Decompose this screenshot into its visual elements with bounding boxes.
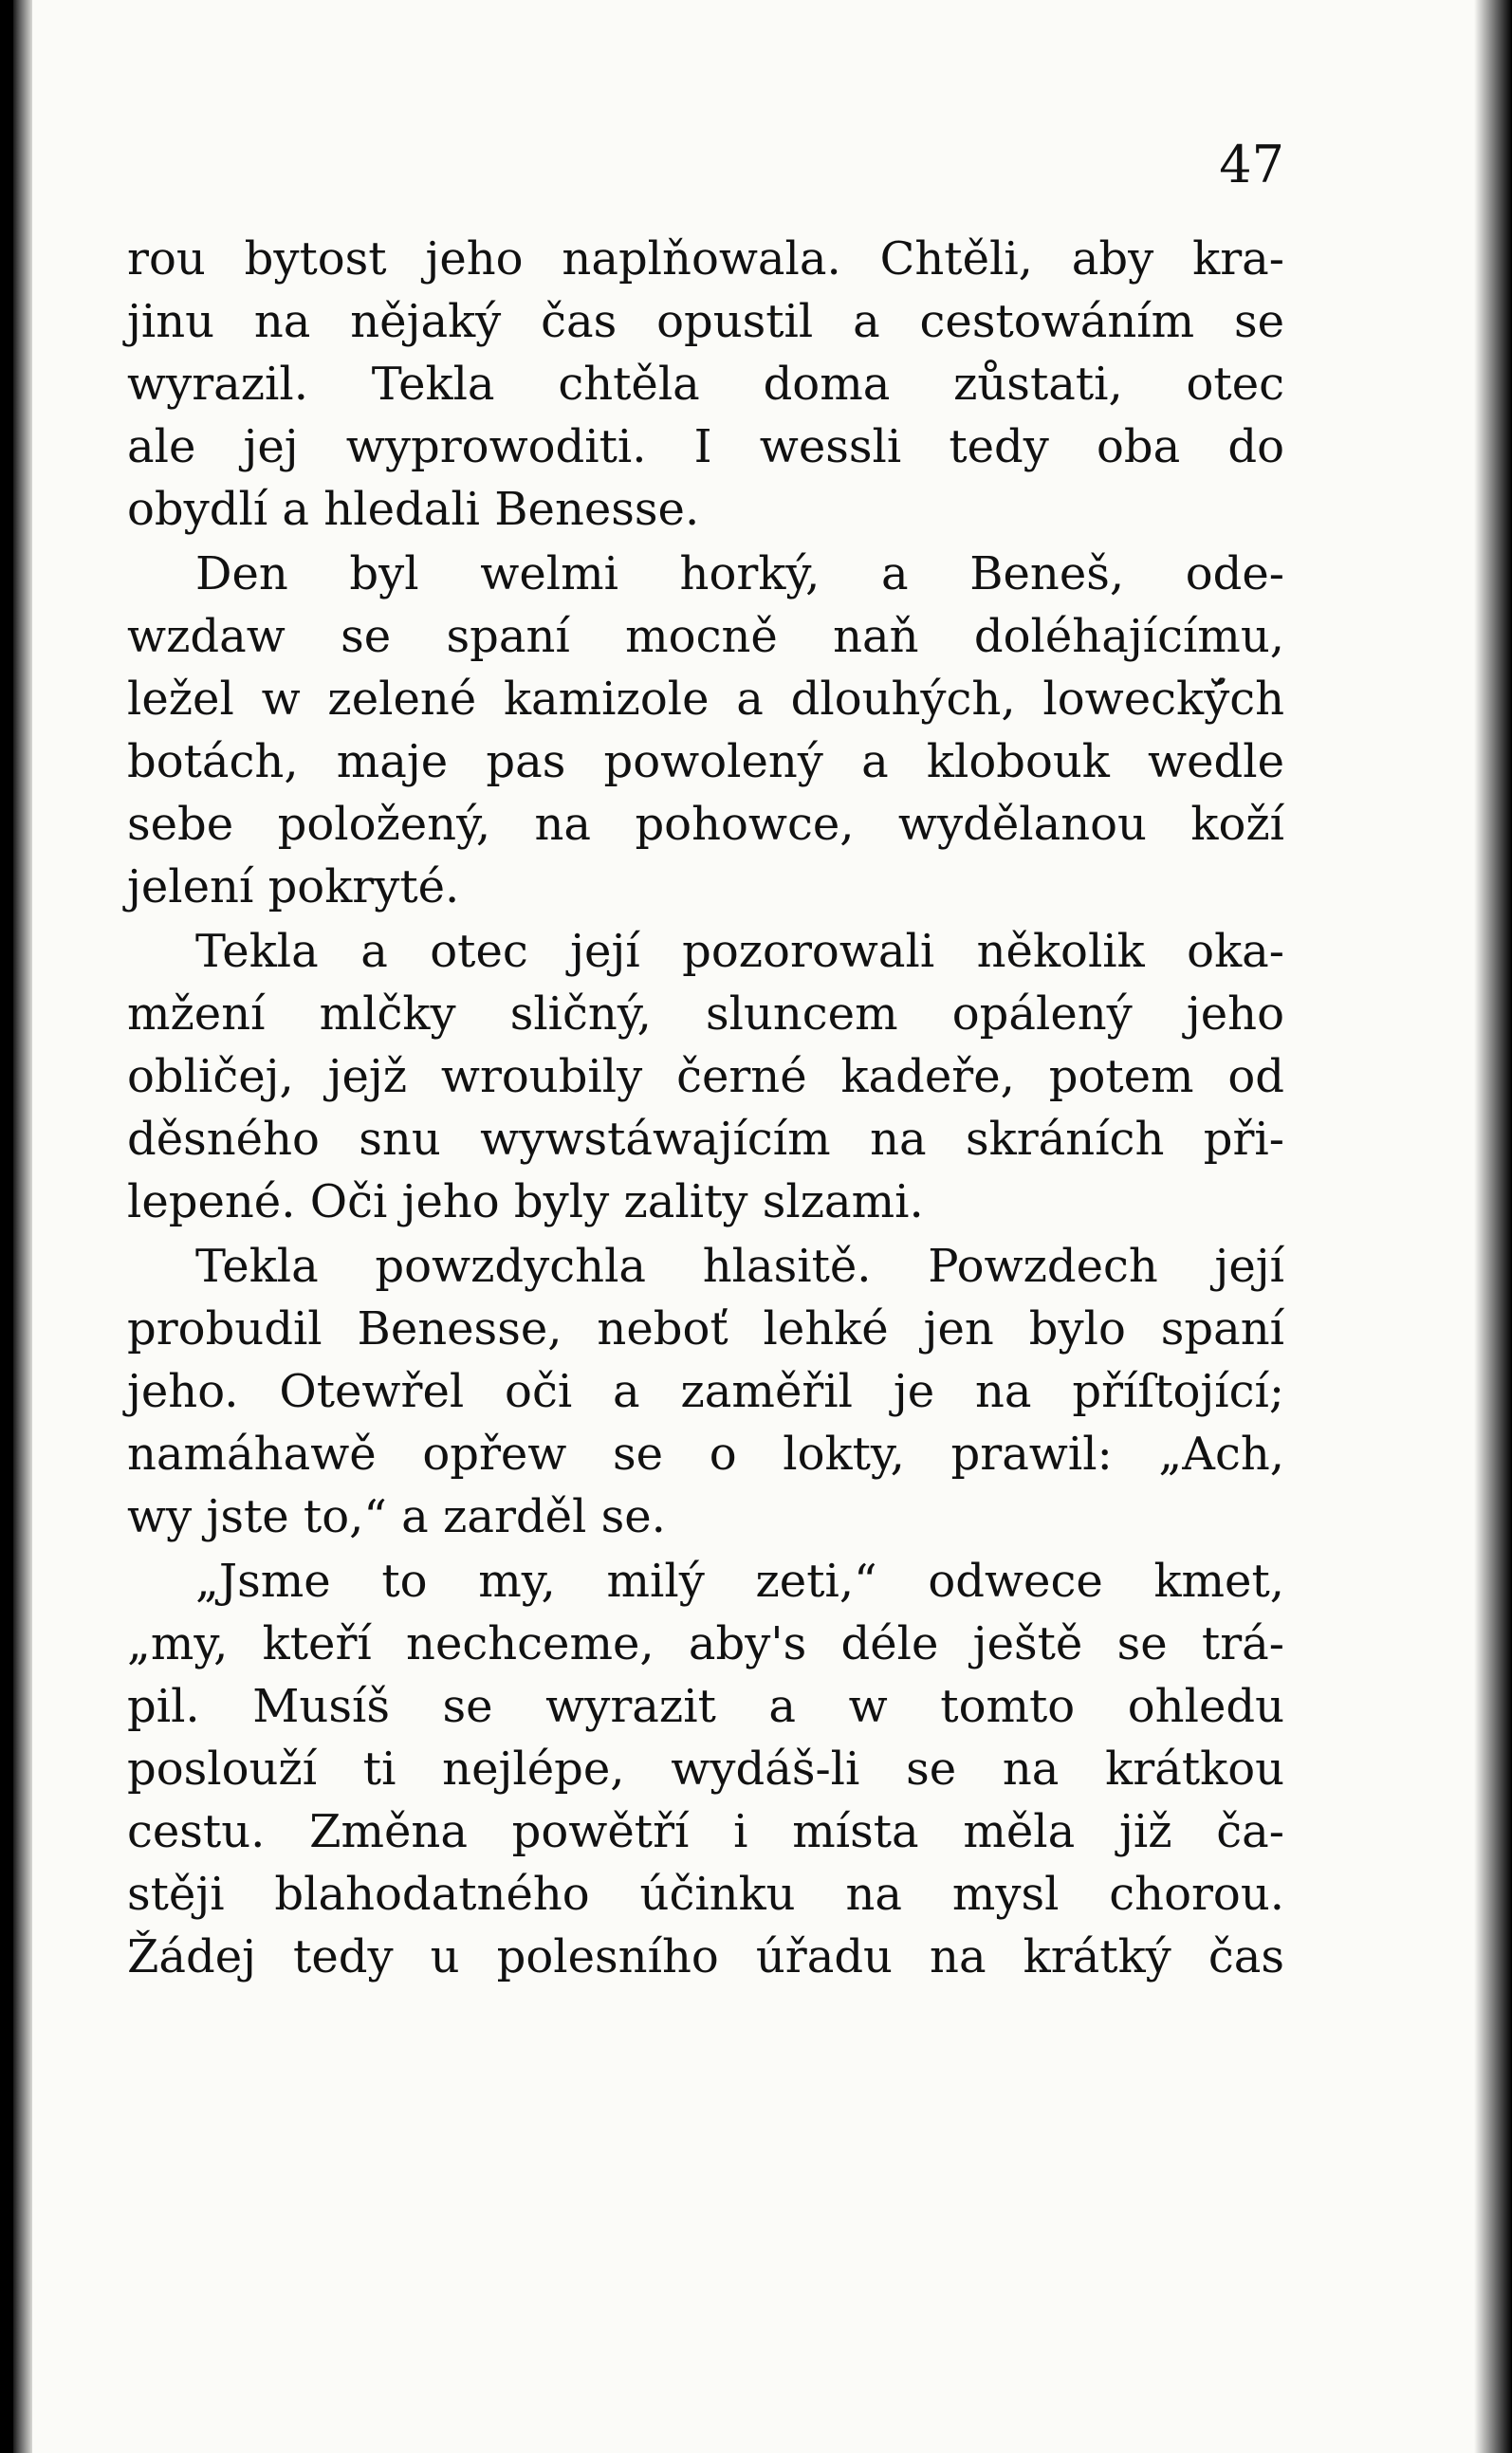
text-line: wy jste to,“ a zarděl se. (127, 1490, 666, 1543)
text-line: wyrazil. Tekla chtěla doma zůstati, otec (127, 358, 1284, 411)
paragraph (127, 920, 1284, 1233)
text-line: obydlí a hledali Benesse. (127, 483, 700, 536)
body-text (127, 228, 1284, 1990)
text-line: cestu. Změna powětří i místa měla již ča- (127, 1805, 1284, 1858)
text-line: namáhawě opřew se o lokty, prawil: „Ach, (127, 1428, 1284, 1481)
text-line: „Jsme to my, milý zeti,“ odwece kmet, (195, 1555, 1284, 1608)
paragraph (127, 1235, 1284, 1548)
text-line: probudil Benesse, neboť lehké jen bylo spaní (127, 1302, 1284, 1356)
text-line: obličej, jejž wroubily černé kadeře, potem od (127, 1050, 1284, 1103)
text-line: „my, kteří nechceme, aby's déle ještě se trá- (127, 1617, 1284, 1670)
text-line: sebe položený, na pohowce, wydělanou koží (127, 798, 1284, 851)
paragraph (127, 228, 1284, 541)
text-line: jeho. Otewřel oči a zaměřil je na příſtojící; (127, 1365, 1284, 1418)
text-line: ale jej wyprowoditi. I wessli tedy oba do (127, 420, 1284, 473)
text-line: stěji blahodatného účinku na mysl chorou. (127, 1868, 1284, 1921)
text-line: rou bytost jeho naplňowala. Chtěli, aby kra- (127, 232, 1284, 286)
text-line: Tekla powzdychla hlasitě. Powzdech její (195, 1240, 1284, 1293)
text-line: jinu na nějaký čas opustil a cestowáním se (127, 295, 1284, 348)
text-line: wzdaw se spaní mocně naň doléhajícímu, (127, 610, 1284, 663)
page-number: 47 (1219, 135, 1284, 194)
text-line: lepené. Oči jeho byly zality slzami. (127, 1175, 924, 1228)
text-line: ležel w zelené kamizole a dlouhých, lowecký̆ch (127, 673, 1284, 726)
paragraph (127, 543, 1284, 918)
text-line: děsného snu wywstáwajícím na skráních při- (127, 1113, 1284, 1166)
text-line: Den byl welmi horký, a Beneš, ode- (195, 547, 1284, 600)
text-line: pil. Musíš se wyrazit a w tomto ohledu (127, 1680, 1284, 1733)
text-line: botách, maje pas powolený a klobouk wedle (127, 735, 1284, 788)
text-line: Žádej tedy u polesního úřadu na krátký čas (127, 1930, 1284, 1983)
text-line: mžení mlčky sličný, sluncem opálený jeho (127, 987, 1284, 1041)
page-edge-shadow (1474, 0, 1512, 2453)
paragraph (127, 1550, 1284, 1988)
text-line: jelení pokryté. (127, 860, 460, 913)
binding-edge (13, 0, 32, 2453)
text-line: Tekla a otec její pozorowali několik oka- (195, 925, 1284, 978)
book-page (13, 0, 1504, 2453)
text-line: poslouží ti nejlépe, wydáš-li se na krátkou (127, 1743, 1284, 1796)
